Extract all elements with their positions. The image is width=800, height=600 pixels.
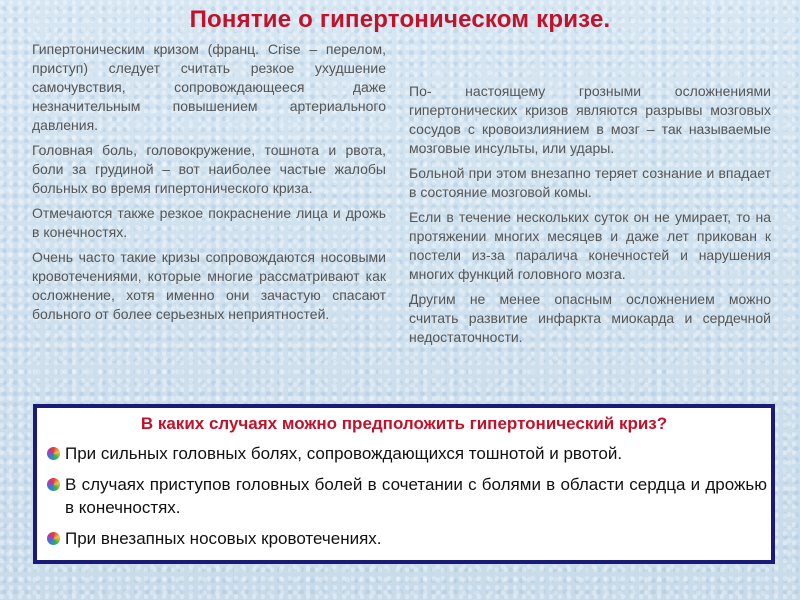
gem-bullet-icon	[47, 532, 60, 545]
symptom-list	[37, 442, 771, 550]
list-item	[45, 473, 771, 519]
list-item	[45, 527, 771, 550]
right-paragraph-2: Больной при этом внезапно теряет сознание и впадает в состояние мозговой комы.	[409, 165, 771, 200]
gem-bullet-icon	[47, 478, 60, 491]
list-item	[45, 442, 771, 465]
right-paragraph-3: Если в течение нескольких суток он не умирает, то на протяжении многих месяцев и даже лет прикован к постели из-за паралича конечностей и нарушения многих функций головного мозга.	[409, 209, 771, 282]
right-text-column	[409, 82, 771, 353]
right-paragraph-1: По- настоящему грозными осложнениями гипертонических кризов являются разрывы мозговых сосудов с кровоизлиянием в мозг – так называемые мозговые инсульты, или удары.	[409, 83, 771, 156]
question-box	[33, 404, 775, 564]
left-paragraph-1: Гипертоническим кризом (франц. Crise – перелом, приступ) следует считать резкое ухудшение самочувствия, сопровождающееся даже незначительным повышением артериального давления.	[32, 41, 386, 133]
right-paragraph-4: Другим не менее опасным осложнением можно считать развитие инфаркта миокарда и сердечной недостаточности.	[409, 291, 771, 345]
left-paragraph-4: Очень часто такие кризы сопровождаются носовыми кровотечениями, которые многие рассматривают как осложнение, хотя именно они зачастую спасают больного от более серьезных неприятностей.	[32, 249, 386, 322]
list-item-text: При сильных головных болях, сопровождающихся тошнотой и рвотой.	[65, 444, 623, 463]
left-paragraph-3: Отмечаются также резкое покраснение лица и дрожь в конечностях.	[32, 205, 386, 240]
box-heading: В каких случаях можно предположить гипертонический криз?	[140, 414, 668, 433]
left-text-column	[32, 40, 386, 330]
list-item-text: При внезапных носовых кровотечениях.	[65, 529, 382, 548]
page-title: Понятие о гипертоническом кризе.	[189, 6, 611, 33]
left-paragraph-2: Головная боль, головокружение, тошнота и рвота, боли за грудиной – вот наиболее частые жалобы больных во время гипертонического криза.	[32, 142, 386, 196]
gem-bullet-icon	[47, 447, 60, 460]
list-item-text: В случаях приступов головных болей в сочетании с болями в области сердца и дрожью в конечностях.	[65, 475, 767, 517]
